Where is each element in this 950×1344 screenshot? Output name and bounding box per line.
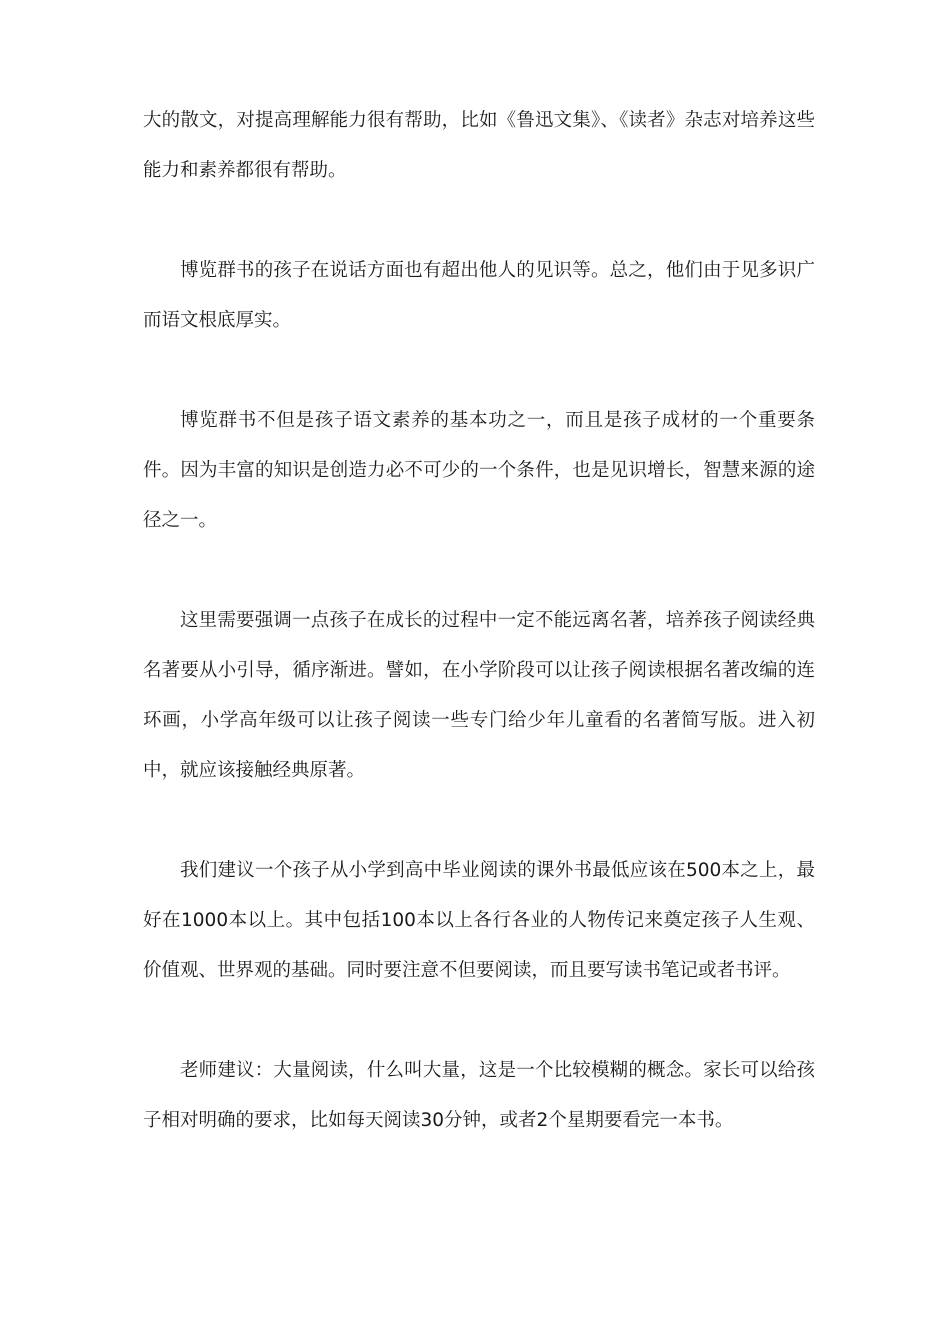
paragraph-teacher-advice: 老师建议：大量阅读，什么叫大量，这是一个比较模糊的概念。家长可以给孩子相对明确的要求，比如每天阅读30分钟，或者2个星期要看完一本书。 [143, 1060, 815, 1131]
paragraph-broad-reading-speech: 博览群书的孩子在说话方面也有超出他人的见识等。总之，他们由于见多识广而语文根底厚实。 [143, 260, 815, 331]
paragraph-classics: 这里需要强调一点孩子在成长的过程中一定不能远离名著，培养孩子阅读经典名著要从小引导，循序渐进。譬如，在小学阶段可以让孩子阅读根据名著改编的连环画，小学高年级可以让孩子阅读一些专门给少年儿童看的名著简写版。进入初中，就应该接触经典原著。 [143, 610, 815, 781]
paragraph-broad-reading-foundation: 博览群书不但是孩子语文素养的基本功之一，而且是孩子成材的一个重要条件。因为丰富的知识是创造力必不可少的一个条件，也是见识增长，智慧来源的途径之一。 [143, 410, 815, 531]
paragraph-continued: 大的散文，对提高理解能力很有帮助，比如《鲁迅文集》、《读者》杂志对培养这些能力和素养都很有帮助。 [143, 110, 815, 181]
paragraph-book-count: 我们建议一个孩子从小学到高中毕业阅读的课外书最低应该在500本之上，最好在1000本以上。其中包括100本以上各行各业的人物传记来奠定孩子人生观、价值观、世界观的基础。同时要注意不但要阅读，而且要写读书笔记或者书评。 [143, 860, 815, 981]
document-body [143, 96, 815, 1196]
